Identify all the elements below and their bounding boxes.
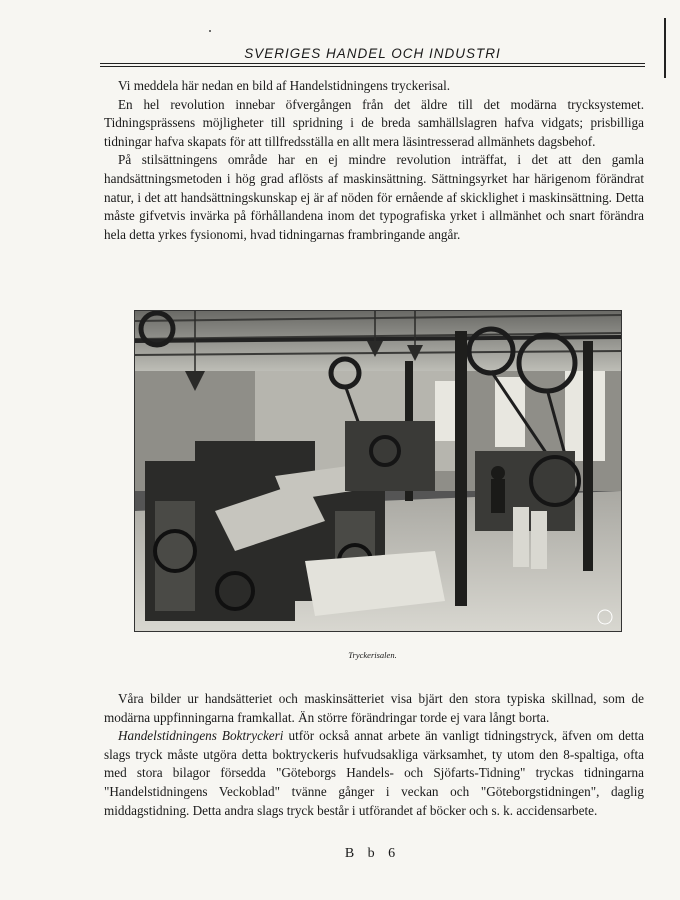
figure-caption: Tryckerisalen. <box>348 650 397 660</box>
running-header: SVERIGES HANDEL OCH INDUSTRI <box>244 46 501 61</box>
header-rule-bottom <box>100 66 645 67</box>
paragraph-printing-house <box>104 727 644 820</box>
body-text-bottom <box>104 690 644 820</box>
paragraph-lead-italic: Handelstidningens Boktryckeri <box>118 728 284 744</box>
ink-speck <box>209 30 211 32</box>
printing-hall-photo <box>134 310 622 632</box>
body-text-top <box>104 77 644 244</box>
signature-mark: B b 6 <box>344 846 401 861</box>
header-rule-top <box>100 63 645 64</box>
paragraph-typesetting: På stilsättningens område har en ej mindre revolution inträffat, i det att den gamla handsättningsmetoden i hög grad aflösts af maskinsättning. Sättningsyrket har härigenom förändrat natur, i det att handsättningskunskap ej är af nöden för ernående af skicklighet i maskinsättning. Detta måste gifvetvis invärka på förhållandena inom det typografiska yrket i allmänhet och snart förändra hela detta yrkes fysionomi, hvad tidningarnas frambringande angår. <box>104 152 644 242</box>
page-edge-mark <box>664 18 666 78</box>
paragraph-intro: Vi meddela här nedan en bild af Handelstidningens tryckerisal. <box>118 78 451 93</box>
paragraph-comparison: Våra bilder ur handsätteriet och maskinsätteriet visa bjärt den stora typiska skillnad, som de modärna uppfinningarna framkallat. Än större förändringar torde ej vara långt borta. <box>104 691 644 725</box>
paragraph-revolution: En hel revolution innebar öfvergången från det äldre till det modärna trycksystemet. Tidningsprässens möjligheter till spridning i de breda samhällslagren hafva vidgats; prisbilliga tidningar hafva skapats för att tillfredsställa en allt mera läsintresserad allmänhets dagsbehof. <box>104 96 644 149</box>
paragraph-printing-house-text: utför också annat arbete än vanligt tidningstryck, äfven om detta slags tryck måste utgöra detta boktryckeris hufvudsakliga värksamhet, ty utom den 8-spaltiga, ofta med stora bilagor försedda "Göteborgs Handels- och Sjöfarts-Tidning" tryckas tidningarna "Handelstidningens Veckoblad" tvänne gånger i veckan och "Göteborgstidningen", daglig middagstidning. Detta andra slags tryck består i utförandet af böcker och s. k. accidensarbete. <box>104 728 644 818</box>
